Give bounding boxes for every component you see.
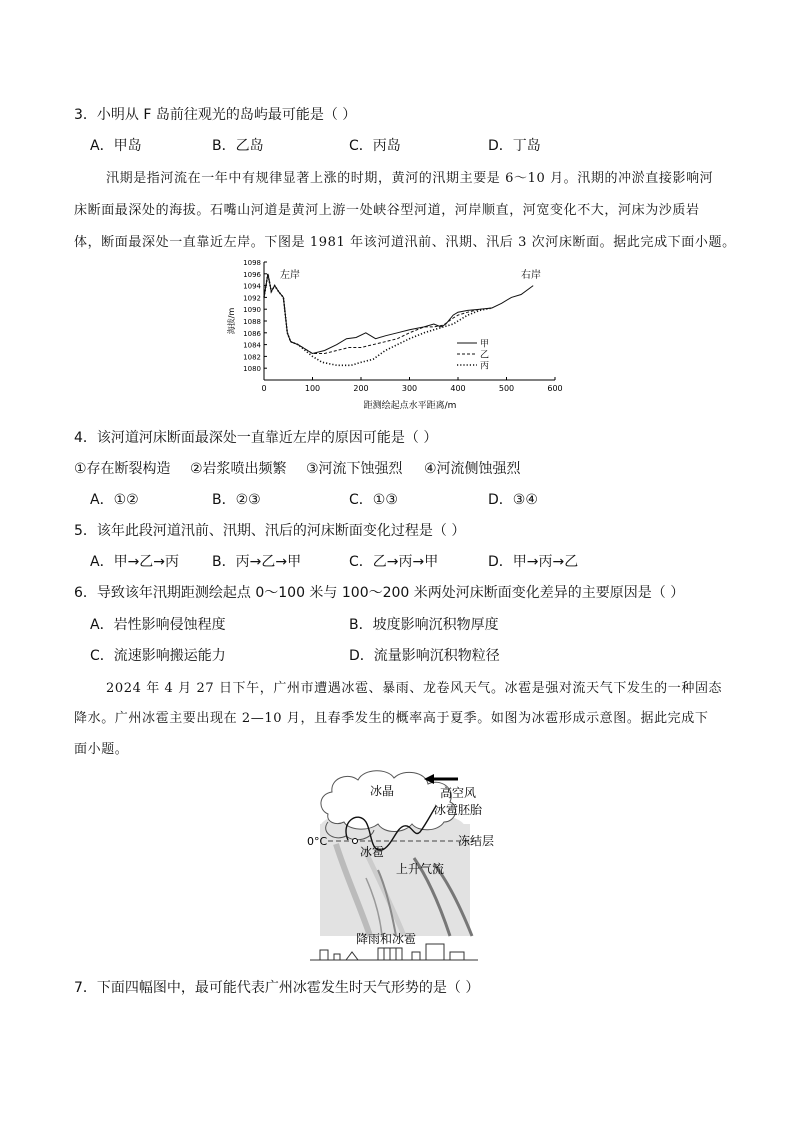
q4-option-d[interactable]: D．③④ (488, 492, 538, 508)
q3-option-c[interactable]: C．丙岛 (349, 138, 401, 154)
y-tick-label: 1090 (243, 306, 261, 315)
passage2-line-2: 降水。广州冰雹主要出现在 2—10 月，且春季发生的概率高于夏季。如图为冰雹形成示意图。据此完成下 (74, 711, 709, 726)
q4-option-a[interactable]: A．①② (90, 492, 139, 508)
zero-degree-label: 0°C (307, 835, 328, 848)
x-tick-label: 100 (304, 384, 321, 393)
river-cross-section-chart (225, 258, 565, 414)
x-tick-label: 600 (547, 384, 563, 393)
q6-stem: 6．导致该年汛期距测绘起点 0～100 米与 100～200 米两处河床断面变化差异的主要原因是（ ） (74, 585, 685, 601)
hail-formation-diagram (300, 766, 500, 962)
y-tick-label: 1088 (243, 318, 261, 326)
legend-label: 甲 (480, 339, 490, 350)
right-bank-label: 右岸 (521, 270, 541, 281)
y-axis-label: 海拔/m (227, 307, 236, 335)
ice-crystal-label: 冰晶 (370, 784, 395, 798)
chart-axes (264, 262, 555, 380)
rain-hail-label: 降雨和冰雹 (356, 932, 417, 946)
freezing-layer-label: 冻结层 (458, 834, 495, 848)
q4-statement-4: ④河流侧蚀强烈 (424, 461, 521, 477)
q5-stem: 5．该年此段河道汛前、汛期、汛后的河床断面变化过程是（ ） (74, 523, 466, 539)
hail-icon (353, 839, 358, 844)
q6-option-b[interactable]: B．坡度影响沉积物厚度 (349, 617, 499, 633)
q3-option-a[interactable]: A．甲岛 (90, 138, 142, 154)
x-tick-label: 0 (261, 384, 267, 393)
high-wind-label: 高空风 (440, 786, 477, 800)
q3-option-d[interactable]: D．丁岛 (488, 138, 541, 154)
q5-option-b[interactable]: B．丙→乙→甲 (212, 554, 302, 570)
y-tick-label: 1082 (243, 353, 261, 362)
chart-legend (457, 339, 489, 372)
passage1-line-1: 汛期是指河流在一年中有规律显著上涨的时期，黄河的汛期主要是 6～10 月。汛期的冲淤直接影响河 (106, 171, 714, 186)
q4-option-c[interactable]: C．①③ (349, 492, 398, 508)
passage2-line-3: 面小题。 (74, 742, 129, 757)
legend-label: 乙 (480, 350, 490, 361)
q6-option-d[interactable]: D．流量影响沉积物粒径 (349, 648, 500, 664)
q4-option-b[interactable]: B．②③ (212, 492, 261, 508)
buildings-icon (310, 944, 478, 960)
x-tick-label: 200 (353, 384, 369, 393)
q6-option-c[interactable]: C．流速影响搬运能力 (90, 648, 226, 664)
q5-option-c[interactable]: C．乙→丙→甲 (349, 554, 439, 570)
q5-option-d[interactable]: D．甲→丙→乙 (488, 554, 579, 570)
q3-option-b[interactable]: B．乙岛 (212, 138, 264, 154)
passage2-line-1: 2024 年 4 月 27 日下午，广州市遭遇冰雹、暴雨、龙卷风天气。冰雹是强对流天气下发生的一种固态 (106, 681, 723, 696)
y-tick-label: 1086 (243, 329, 261, 338)
hail-label: 冰雹 (360, 845, 385, 859)
legend-label: 丙 (480, 361, 490, 372)
x-axis-label: 距测绘起点水平距离/m (363, 401, 457, 411)
q4-statement-3: ③河流下蚀强烈 (306, 461, 403, 477)
series-line-乙 (264, 274, 492, 354)
q4-stem: 4．该河道河床断面最深处一直靠近左岸的原因可能是（ ） (74, 430, 438, 446)
updraft-label: 上升气流 (396, 862, 445, 876)
q5-option-a[interactable]: A．甲→乙→丙 (90, 554, 180, 570)
x-tick-label: 400 (450, 384, 466, 393)
high-wind-arrow-icon (424, 774, 458, 784)
passage1-line-2: 床断面最深处的海拔。石嘴山河道是黄河上游一处峡谷型河道，河岸顺直，河宽变化不大，河床为沙质岩 (74, 203, 700, 218)
q6-option-a[interactable]: A．岩性影响侵蚀程度 (90, 617, 226, 633)
left-bank-label: 左岸 (280, 270, 300, 281)
hail-embryo-label: 冰雹胚胎 (434, 803, 483, 817)
q7-stem: 7．下面四幅图中，最可能代表广州冰雹发生时天气形势的是（ ） (74, 980, 480, 996)
passage1-line-3: 体，断面最深处一直靠近左岸。下图是 1981 年该河道汛前、汛期、汛后 3 次河床断面。据此完成下面小题。 (74, 235, 736, 250)
series-line-甲 (264, 274, 533, 354)
y-tick-label: 1094 (243, 282, 261, 291)
y-tick-label: 1092 (243, 294, 261, 303)
y-tick-label: 1096 (243, 270, 261, 279)
q3-stem: 3．小明从 F 岛前往观光的岛屿最可能是（ ） (74, 107, 357, 123)
q4-statement-1: ①存在断裂构造 (74, 461, 171, 477)
y-tick-label: 1098 (243, 259, 261, 267)
x-tick-label: 500 (498, 384, 515, 393)
series-line-丙 (264, 274, 492, 366)
q4-statement-2: ②岩浆喷出频繁 (190, 461, 287, 477)
y-tick-label: 1080 (243, 365, 261, 374)
y-tick-label: 1084 (243, 341, 261, 350)
x-tick-label: 300 (401, 384, 418, 393)
